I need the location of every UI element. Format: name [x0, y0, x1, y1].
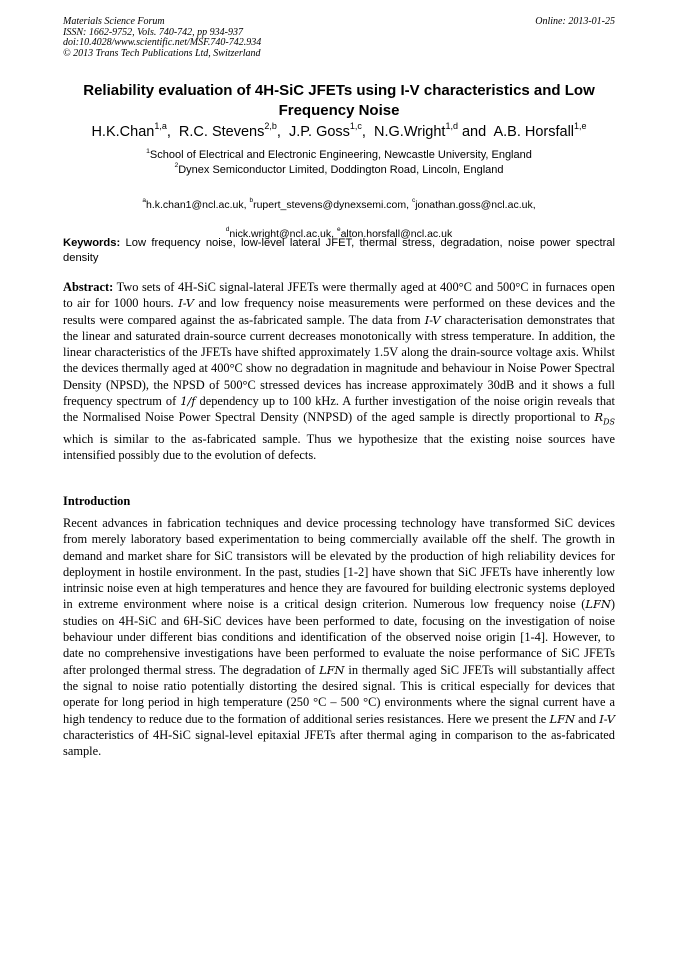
math-iv: I-V: [599, 711, 616, 726]
journal-header: [63, 17, 261, 59]
author-sup: 2,b: [264, 121, 277, 132]
journal-doi: doi:10.4028/www.scientific.net/MSF.740-742.934: [63, 37, 262, 48]
author-name: N.G.Wright: [374, 124, 446, 140]
keywords-text: Low frequency noise, low-level lateral JFET, thermal stress, degradation, noise power spectral density: [63, 237, 616, 264]
keywords-paragraph: [63, 236, 615, 266]
journal-issn: ISSN: 1662-9752, Vols. 740-742, pp 934-937: [63, 26, 243, 38]
intro-text: Recent advances in fabrication techniques and device processing technology have transformed SiC devices from merely laboratory based experimentation to being commercially available off the shelf. The growth in demand and market share for SiC transistors will be elevated by the production of high reliability devices for deployment in hostile environment. In the past, studies [1-2] have shown that SiC JFETs have inherently low intrinsic noise even at high temperatures and hence they are favoured for building electronic systems deployed in extreme environment where noise is a critical design criterion. Numerous low frequency noise (: [63, 516, 615, 612]
math-one-over-f: 1/f: [180, 394, 196, 409]
intro-text: and: [578, 711, 597, 726]
introduction-paragraph: [63, 515, 615, 759]
abstract-text: dependency up to 100 kHz. A further investigation of the noise origin reveals that the Normalised Noise Power Spectral Density (NNPSD) of the aged sample is directly proportional to: [63, 394, 615, 425]
affiliation-line: [60, 163, 618, 178]
author-name: J.P. Goss: [288, 124, 350, 140]
email-line: [60, 183, 618, 212]
affiliation-text: School of Electrical and Electronic Engineering, Newcastle University, England: [149, 149, 532, 161]
author-separator: and: [457, 124, 491, 140]
affiliation-sup: 1: [146, 147, 150, 155]
email-sup: a: [142, 197, 146, 205]
affiliation-sup: 2: [174, 162, 179, 170]
math-rds-main: R: [594, 410, 604, 425]
math-lfn: LFN: [549, 711, 575, 726]
author-emails: [60, 183, 618, 241]
intro-text: in thermally aged SiC JFETs will substantially affect the signal to noise ratio potentially distorting the desired signal. This is critical especially for devices that operate for long period in high temperature (250 °C – 500 °C) environments where the signal current have a high tendency to reduce due to the formation of additional series resistances. Here we present the: [63, 662, 615, 726]
email-sup: d: [225, 226, 230, 234]
online-date: Online: 2013-01-25: [535, 16, 615, 27]
email-text: jonathan.goss@ncl.ac.uk,: [415, 198, 536, 211]
email-text: nick.wright@ncl.ac.uk,: [229, 227, 337, 240]
intro-text: characteristics of 4H-SiC signal-level epitaxial JFETs after thermal aging in comparison to the as-fabricated sample.: [63, 727, 615, 759]
math-iv: I-V: [424, 312, 441, 327]
section-heading: Introduction: [63, 494, 131, 508]
paper-title: Reliability evaluation of 4H-SiC JFETs using I-V characteristics and Low Frequency Noise: [83, 82, 595, 119]
math-rds-sub: DS: [603, 417, 615, 427]
author-sup: 1,c: [349, 121, 362, 132]
author-sup: 1,d: [445, 121, 458, 132]
email-text: rupert_stevens@dynexsemi.com,: [253, 198, 412, 211]
author-name: A.B. Horsfall: [493, 124, 575, 140]
abstract-paragraph: [63, 279, 615, 464]
author-name: R.C. Stevens: [178, 124, 265, 140]
author-sup: 1,a: [154, 121, 167, 132]
email-sup: e: [336, 226, 341, 234]
author-list: [40, 121, 638, 140]
author-separator: ,: [166, 124, 175, 140]
keywords-label: Keywords:: [63, 237, 121, 249]
journal-copyright: © 2013 Trans Tech Publications Ltd, Switzerland: [63, 47, 261, 59]
affiliations: [60, 148, 618, 177]
abstract-text: Two sets of 4H-SiC signal-lateral JFETs were thermally aged at 400°C and 500°C in furnaces open to air for 1000 hours.: [63, 280, 615, 311]
abstract-text: and low frequency noise measurements were performed on these devices and the results were compared against the as-fabricated sample. The data from: [63, 296, 615, 327]
math-iv: I-V: [178, 296, 194, 311]
email-text: alton.horsfall@ncl.ac.uk: [340, 227, 453, 240]
affiliation-line: [60, 148, 618, 163]
abstract-text: characterisation demonstrates that the linear and saturated drain-source current decreases monotonically with stress temperature. In addition, the linear characteristics of the JFETs have shifted approximately 1.5V along the drain-source voltage axis. Whilst the devices thermally aged at 400°C show no degradation in magnitude and behaviour in Noise Power Spectral Density (NPSD), the NPSD of 500°C stressed devices has increase approximately 30dB and it shows a full frequency spectrum of: [63, 312, 615, 409]
author-name: H.K.Chan: [91, 124, 155, 140]
journal-name: Materials Science Forum: [63, 16, 165, 27]
email-text: h.k.chan1@ncl.ac.uk,: [145, 198, 250, 211]
email-sup: b: [249, 197, 254, 205]
author-separator: ,: [361, 124, 370, 140]
abstract-text: which is similar to the as-fabricated sample. Thus we hypothesize that the existing noise sources have intensified possibly due to the evolution of defects.: [63, 431, 615, 463]
author-sup: 1,e: [574, 121, 587, 132]
math-rds: [594, 410, 615, 427]
intro-text: ) studies on 4H-SiC and 6H-SiC devices have been performed to date, focusing on the investigation of noise behaviour under different bias conditions and identification of the observed noise origin [1-4]. However, to date no comprehensive investigations have been performed to evaluate the noise performance of SiC JFETs after prolonged thermal stress. The degradation of: [63, 597, 615, 677]
author-separator: ,: [276, 124, 285, 140]
math-lfn: LFN: [585, 597, 611, 612]
email-sup: c: [411, 197, 416, 205]
abstract-label: Abstract:: [63, 280, 114, 294]
math-lfn: LFN: [319, 662, 345, 677]
affiliation-text: Dynex Semiconductor Limited, Doddington Road, Lincoln, England: [178, 163, 504, 176]
